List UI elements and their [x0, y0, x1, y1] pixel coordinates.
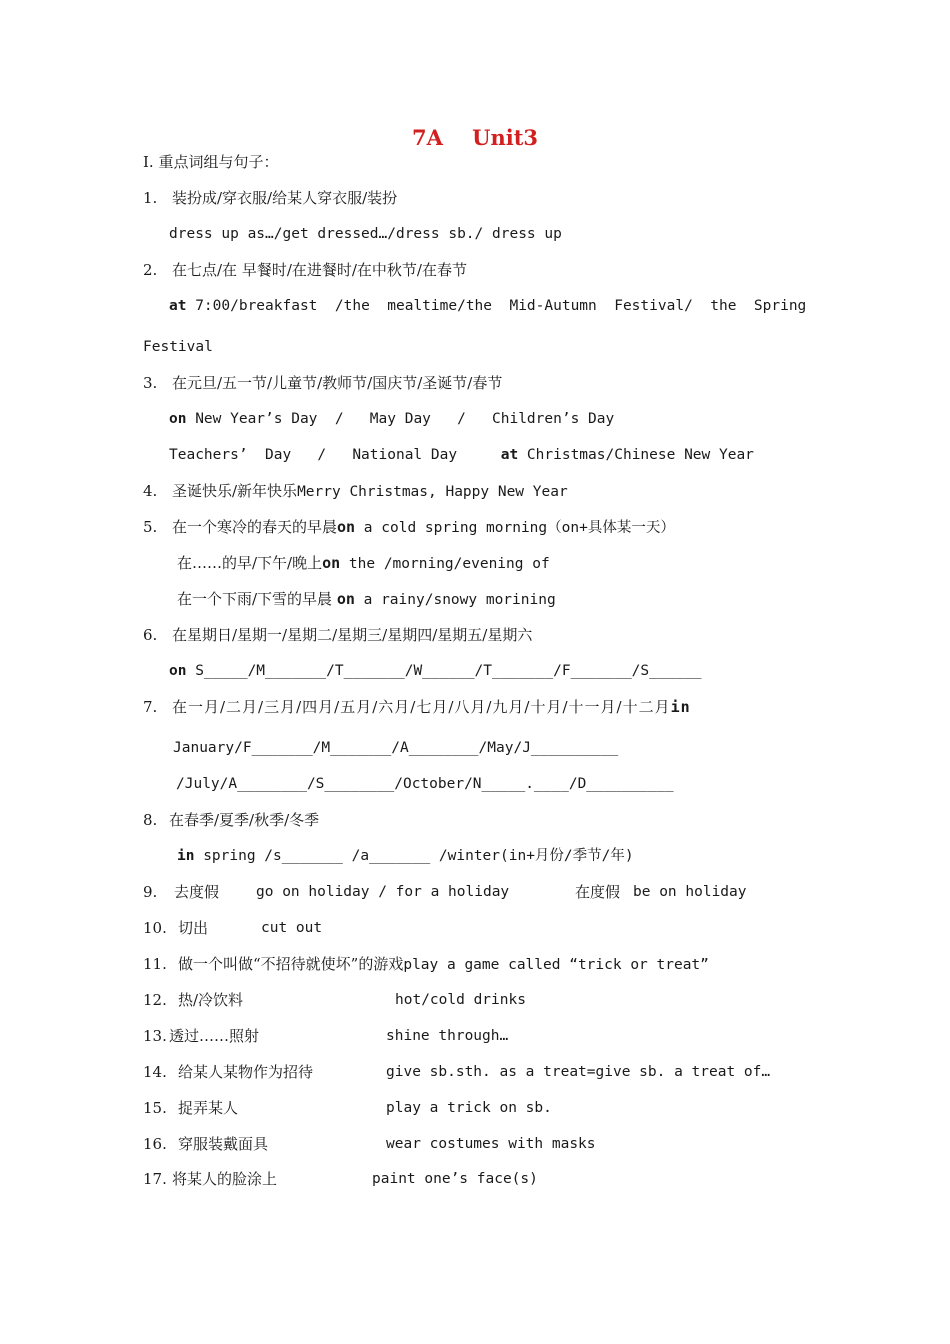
item-12-english: hot/cold drinks	[395, 992, 526, 1008]
item-10-chinese: 切出	[178, 919, 209, 937]
item-6-english	[169, 661, 702, 681]
item-5-sub-2-english: a rainy/snowy morining	[354, 592, 556, 608]
item-2-chinese: 在七点/在 早餐时/在进餐时/在中秋节/在春节	[172, 261, 467, 279]
item-3-english-line-b1: Teachers’ Day / National Day	[169, 447, 501, 463]
item-5-chinese: 在一个寒冷的春天的早晨	[172, 518, 338, 536]
item-8-chinese: 在春季/夏季/秋季/冬季	[169, 811, 320, 829]
item-9-chinese-2: 在度假	[575, 883, 621, 901]
item-14-english: give sb.sth. as a treat=give sb. a treat of…	[386, 1064, 771, 1080]
item-7-english-line-b: /July/A________/S________/October/N_____.____/D__________	[176, 776, 674, 792]
item-9-chinese: 去度假	[174, 883, 220, 901]
item-4-english: Merry Christmas, Happy New Year	[297, 484, 568, 500]
item-6-chinese: 在星期日/星期一/星期二/星期三/星期四/星期五/星期六	[172, 626, 533, 644]
item-11-chinese: 做一个叫做“不招待就使坏”的游戏	[178, 955, 404, 973]
item-15-number: 15.	[143, 1099, 167, 1117]
item-9-english: go on holiday / for a holiday	[256, 884, 510, 900]
item-6-preposition: on	[169, 663, 187, 679]
item-15-english: play a trick on sb.	[386, 1100, 552, 1116]
item-11-line	[178, 954, 709, 975]
item-17-number: 17.	[143, 1170, 167, 1188]
item-16-english: wear costumes with masks	[386, 1136, 596, 1152]
item-14-chinese: 给某人某物作为招待	[178, 1063, 314, 1081]
item-5-line	[172, 517, 675, 538]
item-2-english-line-b: Festival	[143, 339, 213, 355]
item-1-chinese: 装扮成/穿衣服/给某人穿衣服/装扮	[172, 189, 398, 207]
item-4-chinese: 圣诞快乐/新年快乐	[172, 482, 298, 500]
item-14-number: 14.	[143, 1063, 167, 1081]
item-7-english-line-a: January/F_______/M_______/A________/May/J__________	[173, 740, 619, 756]
item-1-number: 1.	[143, 189, 158, 207]
item-16-chinese: 穿服装戴面具	[178, 1135, 269, 1153]
item-11-number: 11.	[143, 955, 167, 973]
item-8-blanks: spring /s_______ /a_______ /winter(in+月份/季节/年)	[194, 848, 634, 864]
item-3-english-line-a: New Year’s Day / May Day / Children’s Day	[186, 411, 615, 427]
item-5-preposition: on	[337, 518, 356, 536]
item-8-english	[177, 846, 634, 866]
item-8-number: 8.	[143, 811, 158, 829]
item-9-english-2: be on holiday	[633, 884, 747, 900]
item-17-chinese: 将某人的脸涂上	[172, 1170, 278, 1188]
item-9-number: 9.	[143, 883, 158, 901]
item-3-preposition-at: at	[500, 447, 519, 463]
item-10-number: 10.	[143, 919, 167, 937]
page-title: 7A Unit3	[411, 125, 539, 150]
item-13-chinese: 透过……照射	[169, 1027, 260, 1045]
item-2-number: 2.	[143, 261, 158, 279]
item-8-preposition: in	[177, 848, 195, 864]
item-13-english: shine through…	[386, 1028, 509, 1044]
item-11-english: play a game called “trick or treat”	[403, 957, 709, 973]
item-3-english-a	[169, 409, 614, 429]
item-5-number: 5.	[143, 518, 158, 536]
item-7-number: 7.	[143, 698, 158, 716]
item-5-sub-2	[177, 589, 556, 610]
item-5-sub-1-chinese: 在……的早/下午/晚上	[177, 554, 323, 572]
item-5-sub-1	[177, 553, 550, 574]
item-5-sub-2-preposition: on	[336, 590, 355, 608]
item-17-english: paint one’s face(s)	[372, 1171, 538, 1187]
item-3-english-line-b2: Christmas/Chinese New Year	[518, 447, 754, 463]
section-heading: I. 重点词组与句子：	[143, 153, 279, 171]
item-6-blanks: S_____/M_______/T_______/W______/T_______/F_______/S______	[186, 663, 702, 679]
item-10-english: cut out	[261, 920, 323, 936]
item-2-english	[169, 296, 806, 316]
item-3-chinese: 在元旦/五一节/儿童节/教师节/国庆节/圣诞节/春节	[172, 374, 503, 392]
item-7-preposition: in	[670, 698, 691, 716]
item-3-english-b	[169, 445, 754, 465]
item-16-number: 16.	[143, 1135, 167, 1153]
item-2-preposition: at	[169, 298, 187, 314]
item-4-number: 4.	[143, 482, 158, 500]
item-5-sub-2-chinese: 在一个下雨/下雪的早晨	[177, 590, 337, 608]
item-1-english: dress up as…/get dressed…/dress sb./ dress up	[169, 226, 562, 242]
item-7-line	[172, 697, 691, 717]
item-5-sub-1-preposition: on	[322, 554, 341, 572]
item-6-number: 6.	[143, 626, 158, 644]
item-12-chinese: 热/冷饮料	[178, 991, 244, 1009]
item-3-number: 3.	[143, 374, 158, 392]
item-5-sub-1-english: the /morning/evening of	[340, 556, 550, 572]
item-12-number: 12.	[143, 991, 167, 1009]
item-3-preposition-on: on	[169, 411, 187, 427]
item-5-english: a cold spring morning（on+具体某一天）	[355, 520, 675, 536]
item-15-chinese: 捉弄某人	[178, 1099, 239, 1117]
item-13-number: 13.	[143, 1027, 167, 1045]
item-7-chinese: 在一月/二月/三月/四月/五月/六月/七月/八月/九月/十月/十一月/十二月	[172, 698, 671, 716]
item-2-english-line-a: 7:00/breakfast /the mealtime/the Mid-Autumn Festival/ the Spring	[186, 298, 807, 314]
item-4-line	[172, 481, 568, 502]
